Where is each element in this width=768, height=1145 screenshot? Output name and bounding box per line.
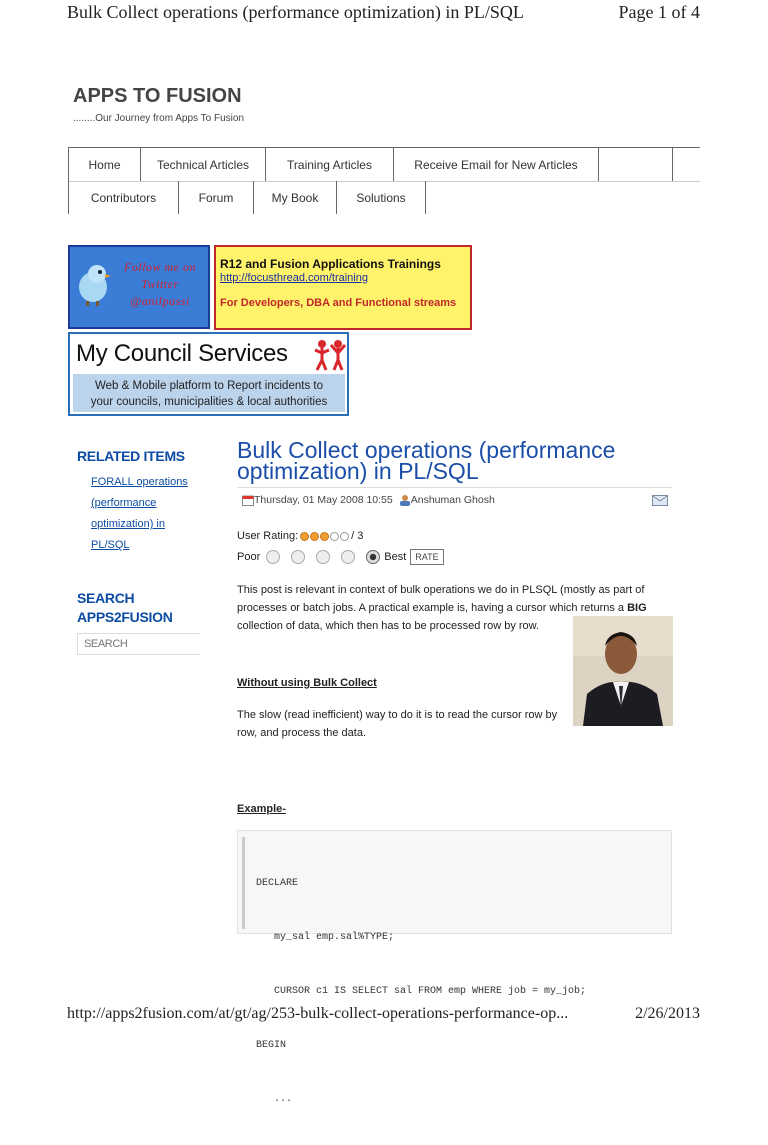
training-subtitle: For Developers, DBA and Functional streams [220,297,457,309]
training-url[interactable]: http://focusthread.com/training [220,272,368,284]
related-items-heading: RELATED ITEMS [77,448,185,464]
search-heading [77,589,173,627]
related-items-list [91,472,188,556]
twitter-line-2: Twitter [141,277,179,291]
star-empty-icon [330,532,339,541]
rate-button[interactable]: RATE [410,549,443,565]
article-date: Thursday, 01 May 2008 10:55 [254,494,393,506]
nav-home[interactable]: Home [68,148,140,181]
nav-contributors[interactable]: Contributors [68,181,178,214]
author-photo [573,616,673,726]
council-line-2: your councils, municipalities & local authorities [90,396,328,408]
rating-radio-2[interactable] [291,550,305,564]
main-nav-row-2 [68,181,426,214]
calendar-icon [242,494,254,506]
rating-radio-1[interactable] [266,550,280,564]
rating-radio-5-selected[interactable] [366,550,380,564]
nav-my-book[interactable]: My Book [253,181,336,214]
related-link-forall[interactable]: FORALL operations [91,476,188,488]
article-title: Bulk Collect operations (performance optimization) in PL/SQL [237,437,616,484]
poor-label: Poor [237,551,261,563]
rating-stars [300,532,349,541]
related-link-forall-2[interactable]: (performance [91,497,157,509]
print-page-number: Page 1 of 4 [618,2,700,22]
rating-radio-4[interactable] [341,550,355,564]
example-heading: Example- [237,803,286,815]
without-bulk-collect-heading: Without using Bulk Collect [237,677,377,689]
people-icon [313,339,347,371]
twitter-banner[interactable] [68,245,210,329]
twitter-handle: @anilpassi [130,294,190,308]
slow-way-paragraph: The slow (read inefficient) way to do it is to read the cursor row by row, and process the data. [237,709,558,739]
training-title: R12 and Fusion Applications Trainings [220,257,441,271]
code-lines [256,839,586,1145]
title-divider [237,487,672,488]
nav-empty-cell [598,148,672,181]
code-line: ... [256,1094,293,1105]
council-line-1: Web & Mobile platform to Report incidents to [95,380,323,392]
intro-text-a: This post is relevant in context of bulk operations we do in PLSQL (mostly as part of processes or batch jobs. A practical example is, having a cursor which returns a [237,584,645,614]
print-footer-date: 2/26/2013 [635,1005,700,1022]
related-link-forall-4[interactable]: PL/SQL [91,539,130,551]
council-banner[interactable] [68,332,349,416]
print-header-title: Bulk Collect operations (performance optimization) in PL/SQL [67,2,524,22]
rating-label: User Rating: [237,530,299,542]
code-line: BEGIN [256,1040,287,1051]
star-empty-icon [340,532,349,541]
nav-solutions[interactable]: Solutions [336,181,426,214]
council-title: My Council Services [76,340,288,367]
code-line: DECLARE [256,878,299,889]
bird-icon [74,261,112,307]
nav-empty-cell-2 [672,148,691,181]
related-link-forall-3[interactable]: optimization) in [91,518,165,530]
article-meta [242,494,495,506]
star-filled-icon [320,532,329,541]
code-block-bar [242,837,245,929]
training-banner[interactable] [214,245,472,330]
nav-forum[interactable]: Forum [178,181,253,214]
nav-receive-email[interactable]: Receive Email for New Articles [393,148,598,181]
nav-training-articles[interactable]: Training Articles [265,148,393,181]
nav-technical-articles[interactable]: Technical Articles [140,148,265,181]
code-line: CURSOR c1 IS SELECT sal FROM emp WHERE job = my_job; [256,986,587,997]
print-footer-url: http://apps2fusion.com/at/gt/ag/253-bulk-collect-operations-performance-op... [67,1005,569,1022]
main-nav-row-1 [68,147,700,182]
article-author: Anshuman Ghosh [410,494,495,506]
email-icon[interactable] [652,495,668,506]
best-label: Best [384,551,407,563]
search-heading-line-2: APPS2FUSION [77,609,173,625]
twitter-line-1: Follow me on [124,260,196,274]
rating-radio-3[interactable] [316,550,330,564]
code-line: my_sal emp.sal%TYPE; [256,932,395,943]
site-title[interactable]: APPS TO FUSION [73,85,242,107]
user-rating [237,530,363,542]
intro-text-b: collection of data, which then has to be processed row by row. [237,620,540,632]
rating-value: / 3 [351,530,364,542]
star-filled-icon [310,532,319,541]
author-icon [399,494,411,506]
search-heading-line-1: SEARCH [77,590,135,606]
site-tagline: ........Our Journey from Apps To Fusion [73,113,245,124]
rating-form [237,549,444,565]
star-filled-icon [300,532,309,541]
intro-text-bold: BIG [627,602,647,614]
search-input[interactable] [77,633,200,655]
